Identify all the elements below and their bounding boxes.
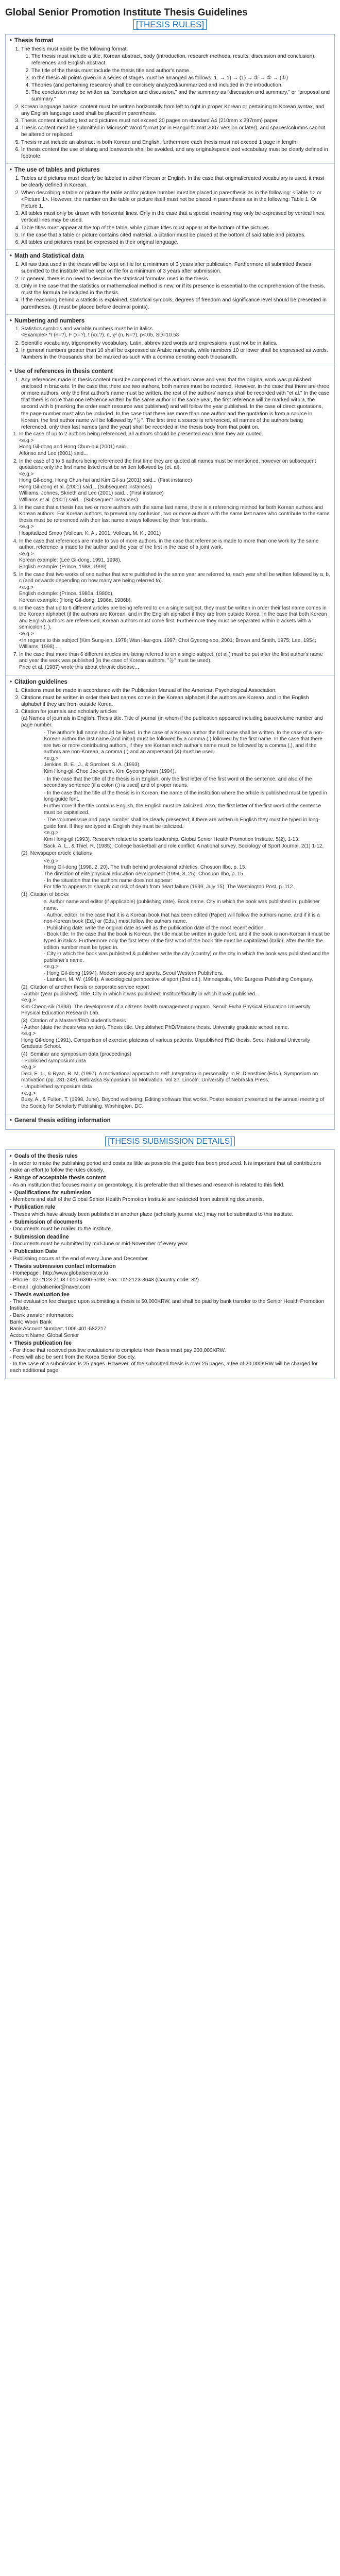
submission-line: - Publishing occurs at the end of every June and December.	[10, 1256, 149, 1262]
submission-label: • Submission of documents	[10, 1219, 330, 1226]
submission-item	[10, 1340, 330, 1374]
submission-label: • Goals of the thesis rules	[10, 1153, 330, 1160]
list-item: 3. In general numbers greater than 10 shall be expressed as Arabic numerals, while numbers 10 or lower shall be expressed as words. Numbers in the thousands shall be marked as such with a comma denoting each thousandth.	[21, 347, 330, 361]
submission-line: Bank Account Number: 1006-401-582217	[10, 1326, 107, 1332]
submission-line: - Documents must be submitted by mid-June or mid-November of every year.	[10, 1241, 189, 1247]
citation-text: a. Author name and editor (if applicable) (publishing date). Book name. City in which the book was published in: publisher name. - Author, editor: In the case that it is a Korean book that has been edited (Paper) will follow the authors name, and if it is a non-Korean book (Ed.) or (Eds.) must follow the authors name. - Publishing date: write the original date as well as the publication date of the most recent edition. - Book title: In the case that the book is Korean, the title must be written in guide font, and if the book is non-Korean it must be typed in italics. Furthermore only the first letter of the first word of the book title must be capitalized (italic), after the title the edition number must be typed in. - City in which the book was published & publisher: write the city (country) or the city in which the book was published and the publisher's name. <e.g.> - Hong Gil-dong (1994). Modern society and sports. Seoul Western Publishers. - Lambert, M. W. (1994). A sociological perspective of sport (2nd ed.). Minneapolis, MN: Burgess Publishing Company.	[44, 899, 330, 983]
submission-item	[10, 1204, 330, 1218]
section-title: • Use of references in thesis content	[10, 368, 330, 375]
list-item: 6. All tables and pictures must be expressed in their original language.	[21, 239, 330, 246]
rules-header: [THESIS RULES]	[5, 20, 335, 30]
list-item: 2. Scientific vocabulary, trigonometry vocabulary, Latin, abbreviated words and expressions must not be in italics.	[21, 340, 330, 347]
list-item: 1. Tables and pictures must clearly be labeled in either Korean or English. In the case that original/created vocabulary is used, it must be clearly defined in Korean.	[21, 175, 330, 189]
list-item: 3. Thesis content including text and pictures must not exceed 20 pages on standard A4 (210mm x 297mm) paper.	[21, 117, 330, 124]
submission-label: • Range of acceptable thesis content	[10, 1175, 330, 1181]
submission-line: - In the case of a submission is 25 pages. However, of the submitted thesis is over 25 pages, a fee of 20,000KRW will be charged for each additional page.	[10, 1361, 318, 1374]
list-item: 1. The thesis must abide by the following format.	[21, 46, 330, 53]
numbering-list	[10, 326, 330, 361]
submission-line: - E-mail : globalsenior@naver.com	[10, 1284, 90, 1290]
list-item: 3. All tables must only be drawn with horizontal lines. Only in the case that a special meaning may only be expressed by vertical lines, vertical lines may be used.	[21, 210, 330, 224]
section-format	[6, 35, 334, 164]
section-numbering	[6, 315, 334, 365]
list-item: 5. In the case that a table or picture contains cited material, a citation must be placed at the bottom of said table and pictures.	[21, 232, 330, 239]
submission-line: - Homepage : http://www.globalsenior.or.kr	[10, 1270, 109, 1277]
list-item: 3. In the case that a thesis has two or more authors with the same last name, there is a referencing method for both Korean authors and Korean authors. For Korean authors, to prevent any confusion, two or more authors with the same last name who contribute to the same thesis must be referenced with their last name always followed by their first initials. <e.g.> Hospitalized Smoo (Vollean, K. A., 2001; Vollean, M. K., 2001)	[19, 505, 330, 537]
page-title: Global Senior Promotion Institute Thesis Guidelines	[5, 7, 248, 18]
list-item: 6. In the case that up to 6 different articles are being referred to on a single subject, they must be written in order their last name comes in the Korean alphabet (if the authors are Korean, and in the English alphabet if they are from outside Korea. In the case that both Korean and English authors are referenced, Korean authors must come first. Furthermore they must be separated within brackets with a semicolon (; ). <e.g.> <In regards to this subject (Kim Sung-ian, 1978; Wan Hae-gon, 1997; Choi Gyeong-soo, 2001; Brown and Smith, 1975; Lee, 1954; Williams, 1998)...	[19, 605, 330, 651]
submission-label: • Submission deadline	[10, 1234, 330, 1241]
section-general	[6, 1114, 334, 1129]
section-title: • Citation guidelines	[10, 679, 330, 685]
tables-list	[10, 175, 330, 246]
citation-text: (3) Citation of a Masters/PhD student's thesis - Author (date the thesis was written). Thesis title. Unpublished PhD/Masters thesis. University graduate school name. <e.g.> Hong Gil-dong (1991). Comparison of exercise plateaus of various patients. Unpublished PhD thesis. Seoul National University Graduate School.	[21, 1018, 310, 1050]
submission-item	[10, 1175, 330, 1189]
submission-label: • Publication rule	[10, 1204, 330, 1211]
citation-text: - In the case that the title of the thesis is in English, only the first letter of the first word of the sentence, and also of the secondary sentence (if a colon (:) is used) and of proper nouns.	[44, 776, 314, 789]
submission-line: - Members and staff of the Global Senior Health Promotion Institute are restricted from submitting documents.	[10, 1197, 264, 1203]
list-item: 4. Table titles must appear at the top of the table, while picture titles must appear at the bottom of the pictures.	[21, 225, 330, 231]
submission-box	[5, 1149, 335, 1379]
references-list	[10, 377, 330, 431]
newspaper-block	[10, 851, 330, 891]
list-item: 3. Citation for journals and scholarly articles	[21, 708, 330, 715]
citation-text: (2) Newspaper article citations	[21, 851, 92, 857]
citation-text: - In the case that the title of the thesis is in Korean, the name of the institution where the article is published must be typed in long-guide font. Furthermore if the title contains English, the English must be italicized. Also, the first letter of the first word of the sentence must be capitalized.	[44, 790, 327, 816]
books-block	[10, 892, 330, 1110]
section-title: • Math and Statistical data	[10, 253, 330, 259]
list-item: 2. In the case of 3 to 5 authors being referenced the first time they are quoted all names must be mentioned, however on subsequent quotations only the first name listed must be written followed by (et. al). <e.g.> Hong Gil-dong, Hong Chun-hui and Kim Gil-su (2001) said... (First instance) Hong Gil-dong et al. (2001) said... (Subsequent instances) Williams, Johnes, Skrieth and Lee (2001) said... (First instance) Williams et al. (2001) said... (Subsequent instances)	[19, 459, 330, 504]
section-title: • Thesis format	[10, 38, 330, 44]
submission-line: Bank: Woori Bank	[10, 1319, 52, 1325]
list-item: 2. In general, there is no need to describe the statistical formulas used in the thesis.	[21, 276, 330, 282]
section-title: • Numbering and numbers	[10, 318, 330, 324]
submission-item	[10, 1263, 330, 1291]
citation-text: - The author's full name should be listed. In the case of a Korean author the full name shall be written. In the case of a non-Korean author the last name (and initial) must be followed by a comma (,) followed by the first name. In the case that there are two or more contributing authors, if they are Korean each author's name must be followed by a comma (,), and if the authors are non-Korean, a comma (,) and an ampersand (&) must be used. <e.g.> Jenkins, B. E., J., & Sproloet, S. A. (1993). Kim Hong-gil, Choe Jae-geum, Kim Gyeong-hwan (1994).	[44, 730, 324, 775]
citations-list	[10, 687, 330, 716]
section-title: • General thesis editing information	[10, 1117, 330, 1124]
submission-label: • Qualifications for submission	[10, 1190, 330, 1196]
list-item: 1. Citations must be made in accordance with the Publication Manual of the American Psychological Association.	[21, 687, 330, 694]
list-item: 5. Thesis must include an abstract in both Korean and English, furthermore each thesis must not exceed 1 page in length.	[21, 139, 330, 146]
submission-line: - Theses which have already been published in another place (scholarly journal etc.) may not be submitted to this institute.	[10, 1211, 294, 1217]
submission-item	[10, 1219, 330, 1233]
submission-label: • Thesis submission contact information	[10, 1263, 330, 1270]
submission-line: - As an institution that focuses mainly on gerontology, it is preferable that all theses and research is related to this field.	[10, 1182, 285, 1188]
submission-label: • Publication Date	[10, 1248, 330, 1255]
list-item: 2. Korean language basics: content must be written horizontally from left to right in proper Korean or pertaining to Korean syntax, and any English language used shall be placed in parenthesis.	[21, 104, 330, 117]
submission-label: • Thesis evaluation fee	[10, 1292, 330, 1298]
list-item: 4. If the reasoning behind a statistic is explained, statistical symbols, degrees of freedom and significance level should be presented in parentheses. (It must be placed before decimal points).	[21, 297, 330, 310]
submission-line: - Documents must be mailed to the institute.	[10, 1226, 112, 1232]
submission-item	[10, 1190, 330, 1204]
format-sublist	[21, 53, 330, 103]
submissions-header: [THESIS SUBMISSION DETAILS]	[5, 1137, 335, 1146]
list-item: 2. The title of the thesis must include the thesis title and author's name.	[31, 67, 330, 74]
section-math	[6, 250, 334, 314]
submission-item	[10, 1234, 330, 1248]
list-item: 1. Statistics symbols and variable numbers must be in italics. <Example> *r (n=?), F (x=?), t (xx.?), n, χ² (n, N=?), p<.05, SD=10.53	[21, 326, 330, 339]
list-item: 3. In the thesis all points given in a series of stages must be arranged as follows: 1. → 1) → (1) → ① → ① → (①)	[31, 75, 330, 81]
submission-item	[10, 1153, 330, 1174]
submission-line: - The evaluation fee charged upon submitting a thesis is 50,000KRW, and shall be paid by bank transfer to the Senior Health Promotion Institute.	[10, 1299, 325, 1312]
format-list	[10, 46, 330, 160]
list-item: 1. The thesis must include a title, Korean abstract, body (introduction, research methods, results, discussion and conclusion), references and English abstract.	[31, 53, 330, 66]
section-citations	[6, 676, 334, 1115]
list-item: 2. Citations must be written in order their last names come in the Korean alphabet if the authors are Korean, and in the English alphabet if they are from outside Korea.	[21, 694, 330, 708]
list-item: 3. Only in the case that the statistics or mathematical method is new, or if its presence is essential to the comprehension of the thesis, must the formula be included in the thesis.	[21, 283, 330, 296]
math-list	[10, 261, 330, 310]
citation-text: (4) Seminar and symposium data (proceedings) - Published symposium data <e.g.> Deci, E. L., & Ryan, R. M. (1997). A motivational approach to self: Integration in personality. In R. Dienstbier (Eds.), Symposium on motivation (pp. 231-248). Nebraska Symposium on Motivation, Vol 37. Lincoln: University of Nebraska Press. - Unpublished symposium data <e.g.> Busy, A., & Fulton, T. (1998, June). Beyond wellbeing: Editing software that works. Poster session presented at the annual meeting of the Society for Scholarly Publishing, Washington, DC.	[21, 1052, 325, 1109]
submission-label: • Thesis publication fee	[10, 1340, 330, 1347]
submission-item	[10, 1248, 330, 1262]
references-sublist	[10, 431, 330, 671]
list-item: 1. In the case of up to 2 authors being referenced, all authors should be presented each time they are quoted. <e.g.> Hong Gil-dong and Hong Chun-hui (2001) said... Alfonso and Lee (2001) said...	[19, 431, 330, 457]
list-item: 1. All raw data used in the thesis will be kept on file for a minimum of 3 years after publication. Furthermore all submitted theses submitted to the institute will be kept on file for a minimum of 3 years after submission.	[21, 261, 330, 275]
list-item: 1. Any references made in thesis content must be composed of the authors name and year that the original work was published enclosed in brackets. In the case that there are two authors, both names must be recorded. However, in the case that there are three or more authors, only the first author's name must be written, the rest of the authors' names shall be recorded with "et al." In the case that there is more than one reference written by the same author in the same year, the first reference will be marked with a, the second with b (marking the order each resource was published) and will follow the year published. In the case of direct quotations, the page number must also be included. In the case that there are more than one author and the quotation is from a source in Korean, the first author name will be followed by "등". The first time a source is referenced, all names of the authors being referenced, only their last names (and the year) shall be recorded in the thesis body from that point on.	[21, 377, 330, 431]
list-item: 7. In the case that more than 6 different articles are being referred to on a single subject, (et al.) must be put after the first author's name and year the work was published (in the case of Korean authors, "등" must be used). Price et al. (1987) wrote this about chronic disease...	[19, 652, 330, 671]
submission-line: - Fees will also be sent from the Korea Senior Society.	[10, 1354, 136, 1361]
list-item: 5. The conclusion may be written as "conclusion and discussion," and the summary as "discussion and summary," or "proposal and summary."	[31, 89, 330, 103]
section-references	[6, 365, 334, 676]
submission-line: - Phone : 02-2123-2198 / 010-6390-5198, Fax : 02-2123-8648 (Country code: 82)	[10, 1277, 199, 1283]
list-item: 4. Thesis content must be submitted in Microsoft Word format (or in Hangul format 2007 version or later), and spaces/columns cannot be altered or replaced.	[21, 125, 330, 138]
citation-text: (a) Names of journals in English: Thesis title. Title of journal (in whom if the publication appeared including issue/volume number and page number.	[21, 716, 325, 728]
page	[5, 0, 335, 1379]
list-item: 2. When describing a table or picture the table and/or picture number must be placed in parenthesis as in the following: <Table 1> or <Picture 1>. However, the number on the table or picture itself must not be placed in parenthesis as in the following: Table 1. Or Picture 1.	[21, 190, 330, 210]
section-tables	[6, 164, 334, 250]
journal-block	[10, 716, 330, 850]
submission-line: - Bank transfer information:	[10, 1312, 73, 1318]
citation-text: (2) Citation of another thesis or corporate service report - Author (year published). Title. City in which it was published: Institute/faculty in which it was published. <e.g.> Kim Cheon-sik (1993). The development of a citizens health management program. Seoul: Ewha Physical Education University Physical Education Research Lab.	[21, 985, 311, 1016]
citation-text: <e.g.> Hong Gil-dong (1998, 2, 20). The truth behind professional athletics. Chosuon Ilbo, p. 15. The direction of elite physical education development (1994, 8, 25). Chosuon Ilbo, p. 15. - In the situation that the authors name does not appear: For title to appears to sharply cut risk of death from heart failure (1999, July 15). The Washington Post, p. 112.	[44, 858, 295, 890]
rules-box	[5, 34, 335, 1130]
section-title: • The use of tables and pictures	[10, 167, 330, 173]
submission-line: - In order to make the publishing period and costs as little as possible this guide has been produced. It is important that all contributors make an effort to follow the rules closely.	[10, 1160, 321, 1173]
list-item: 5. In the case that two works of one author that were published in the same year are referred to, each year shall be written followed by a, b, c (and onwards depending on how many are being referred to). <e.g.> English example: (Prince, 1980a, 1980b), Korean example: (Hong Gil-dong, 1986a, 1986b),	[19, 572, 330, 604]
submission-line: Account Name: Global Senior	[10, 1333, 79, 1339]
citation-text: (1) Citation of books	[21, 891, 69, 897]
submission-line: - For those that received positive evaluations to complete their thesis must pay 200,000KRW.	[10, 1347, 226, 1353]
list-item: 4. In the case that references are made to two of more authors, in the case that reference is made to more than one work by the same author, reference is made to the author and the year of the first in the case of a joint work. <e.g.> Korean example: (Lee Gi-dong, 1991, 1998), English example: (Prince, 1988, 1999)	[19, 538, 330, 571]
list-item: 4. Theories (and pertaining research) shall be concisely analyzed/summarized and included in the introduction.	[31, 82, 330, 89]
list-item: 6. In thesis content the use of slang and loanwords shall be avoided, and any original/specialized vocabulary must be clearly defined in footnote.	[21, 146, 330, 160]
citation-text: - The volume/issue and page number shall be clearly presented; if there are written in English they must be typed in long-guide font. If they are typed in English they must be italicized. <e.g.> Kim Hong-gil (1993). Research related to sports leadership. Global Senior Health Promotion Institute, 5(2), 1-13. Sack, A. L., & Thiel, R. (1985). College basketball and role conflict: A national survey. Sociology of Sport Journal, 2(1) 1-12.	[44, 817, 324, 849]
submission-item	[10, 1292, 330, 1340]
